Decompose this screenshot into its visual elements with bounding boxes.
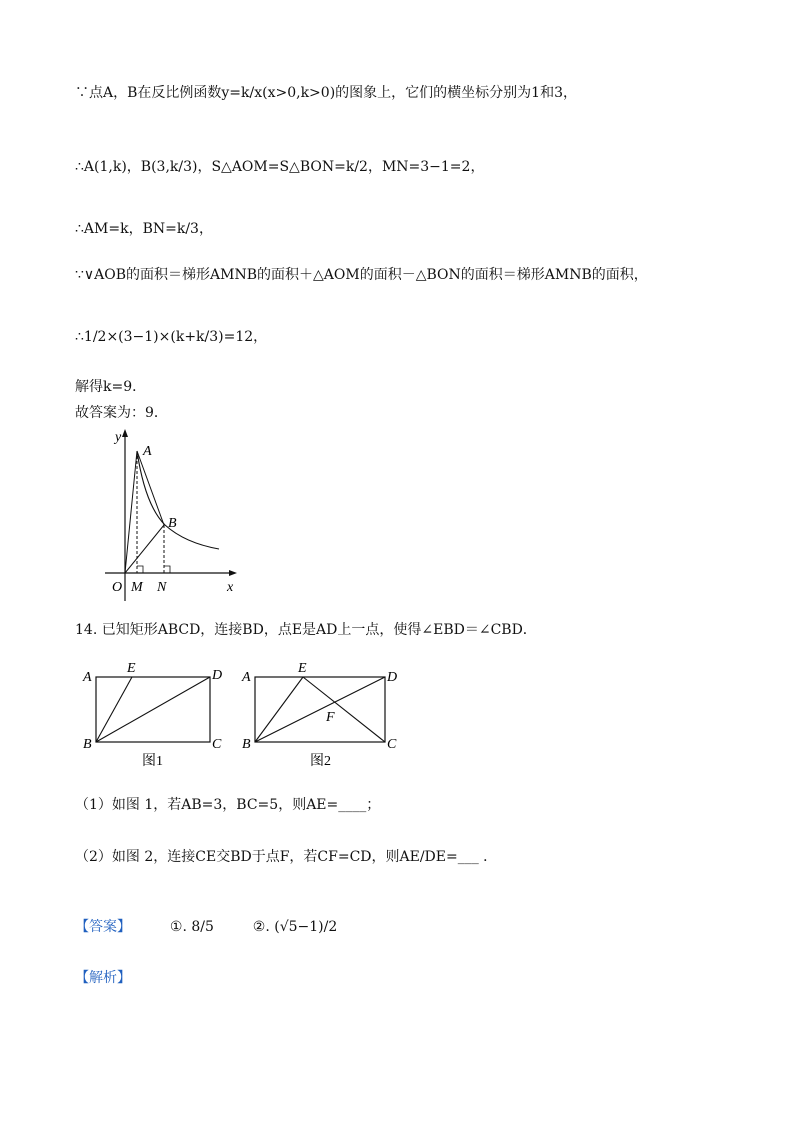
y-axis-arrow [122, 429, 128, 437]
hyperbola-curve [137, 451, 219, 549]
solution-line-2 [75, 160, 484, 174]
solution-line-4 [75, 268, 648, 282]
answer-1: ①. 8/5 [169, 919, 214, 935]
fig1-label-D: D [212, 668, 223, 683]
inverse-function-graph [85, 425, 245, 605]
fig1-caption: 图1 [142, 754, 163, 769]
problem-14-statement [75, 623, 537, 637]
line-7-text: 故答案为：9． [75, 405, 168, 421]
line-4-text: ∵∨AOB的面积＝梯形AMNB的面积＋△AOM的面积－△BON的面积＝梯形AMNB的面积， [75, 267, 648, 283]
question-2 [75, 850, 497, 864]
problem-14-text: 14. 已知矩形ABCD，连接BD，点E是AD上一点，使得∠EBD＝∠CBD． [75, 622, 537, 638]
x-axis-arrow [229, 570, 237, 576]
label-y: y [115, 430, 122, 445]
label-B: B [168, 516, 177, 531]
solution-line-7 [75, 406, 168, 420]
figure-1-rectangle [80, 655, 240, 770]
fig2-label-A: A [242, 670, 251, 685]
solution-line-3 [75, 222, 213, 236]
label-M: M [131, 580, 143, 595]
solution-line-1 [75, 86, 577, 100]
fig2-label-B: B [242, 737, 251, 752]
line-1-text: ∵点A，B在反比例函数y=k/x(x>0,k>0)的图象上，它们的横坐标分别为1和3， [75, 85, 577, 101]
diagonal-BD-2 [255, 677, 385, 742]
answer-row [75, 920, 337, 934]
analysis-row [75, 971, 131, 985]
line-3-text: ∴AM=k，BN=k/3， [75, 221, 213, 237]
solution-line-6 [75, 380, 146, 394]
question-2-text: （2）如图 2，连接CE交BD于点F，若CF=CD，则AE/DE=___ ． [75, 849, 498, 865]
label-A: A [143, 444, 152, 459]
segment-BE-2 [255, 677, 303, 742]
label-O: O [112, 580, 123, 595]
analysis-tag: 【解析】 [75, 970, 131, 986]
segment-OB [125, 525, 164, 573]
fig2-label-F: F [326, 710, 335, 725]
answer-2: ②. (√5−1)/2 [252, 919, 338, 935]
fig2-label-E: E [298, 661, 307, 676]
fig1-label-C: C [212, 737, 222, 752]
line-6-text: 解得k=9． [75, 379, 147, 395]
segment-CE [303, 677, 385, 742]
fig2-label-D: D [387, 670, 398, 685]
segment-AB [137, 451, 164, 525]
figure-2-rectangle [238, 655, 408, 770]
right-angle-M [137, 566, 143, 573]
fig2-caption: 图2 [310, 754, 331, 769]
fig1-label-E: E [127, 661, 136, 676]
diagonal-BD [96, 677, 210, 742]
fig1-label-A: A [83, 670, 92, 685]
segment-OA [125, 451, 137, 573]
fig1-label-B: B [83, 737, 92, 752]
line-5-text: ∴1/2×(3−1)×(k+k/3)=12， [75, 329, 268, 345]
question-1-text: （1）如图 1，若AB=3，BC=5，则AE=____； [75, 797, 381, 813]
solution-line-5 [75, 330, 267, 344]
fig2-label-C: C [387, 737, 397, 752]
right-angle-N [164, 566, 170, 573]
line-2-text: ∴A(1,k)，B(3,k/3)，S△AOM=S△BON=k/2，MN=3−1=2， [75, 159, 485, 175]
label-x: x [227, 580, 234, 595]
label-N: N [157, 580, 167, 595]
answer-tag: 【答案】 [75, 919, 131, 935]
question-1 [75, 798, 380, 812]
